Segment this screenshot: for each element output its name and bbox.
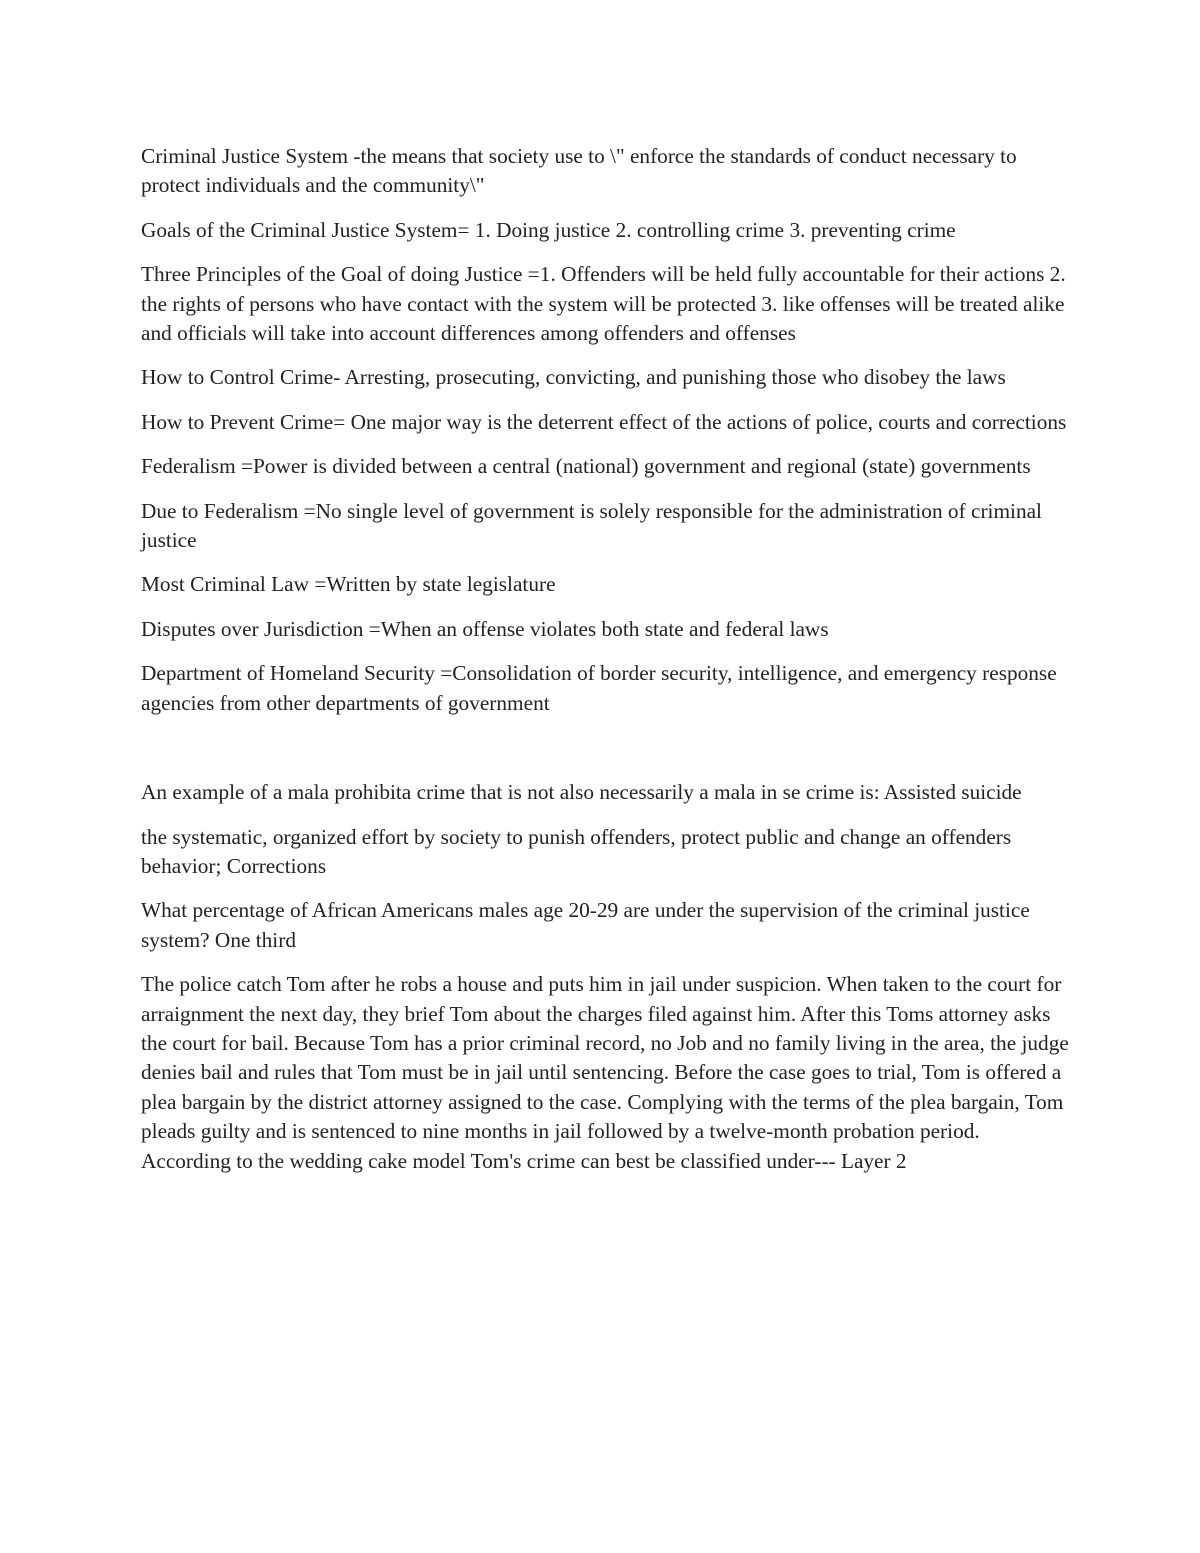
paragraph-mala-prohibita: An example of a mala prohibita crime that is not also necessarily a mala in se crime is: Assisted suicide xyxy=(141,780,1022,805)
paragraph-prevent-crime: How to Prevent Crime= One major way is the deterrent effect of the actions of police, courts and corrections xyxy=(141,409,1067,434)
paragraph-three-principles: Three Principles of the Goal of doing Justice =1. Offenders will be held fully accountable for their actions 2. the rights of persons who have contact with the system will be protected 3. like offenses will be treated alike and officials will take into account differences among offenders and offenses xyxy=(141,262,1066,346)
paragraph-due-to-federalism: Due to Federalism =No single level of government is solely responsible for the administration of criminal justice xyxy=(141,498,1042,553)
paragraph-federalism: Federalism =Power is divided between a central (national) government and regional (state) governments xyxy=(141,454,1031,479)
paragraph-goals: Goals of the Criminal Justice System= 1. Doing justice 2. controlling crime 3. preventing crime xyxy=(141,217,956,242)
paragraph-tom-scenario: The police catch Tom after he robs a house and puts him in jail under suspicion. When taken to the court for arraignment the next day, they brief Tom about the charges filed against him. After this Toms attorney asks the court for bail. Because Tom has a prior criminal record, no Job and no family living in the area, the judge denies bail and rules that Tom must be in jail until sentencing. Before the case goes to trial, Tom is offered a plea bargain by the district attorney assigned to the case. Complying with the terms of the plea bargain, Tom pleads guilty and is sentenced to nine months in jail followed by a twelve-month probation period. According to the wedding cake model Tom's crime can best be classified under--- Layer 2 xyxy=(141,972,1069,1173)
document-page xyxy=(141,142,1071,1191)
paragraph-percentage: What percentage of African Americans males age 20-29 are under the supervision of the criminal justice system? One third xyxy=(141,898,1030,952)
paragraph-homeland-security: Department of Homeland Security =Consolidation of border security, intelligence, and emergency response agencies from other departments of government xyxy=(141,661,1057,715)
paragraph-disputes-jurisdiction: Disputes over Jurisdiction =When an offense violates both state and federal laws xyxy=(141,616,829,641)
section-spacer xyxy=(141,733,1071,778)
paragraph-most-criminal-law: Most Criminal Law =Written by state legislature xyxy=(141,572,556,597)
paragraph-criminal-justice-system: Criminal Justice System -the means that society use to \" enforce the standards of conduct necessary to protect individuals and the community\" xyxy=(141,144,1017,198)
paragraph-control-crime: How to Control Crime- Arresting, prosecuting, convicting, and punishing those who disobey the laws xyxy=(141,365,1006,390)
paragraph-corrections: the systematic, organized effort by society to punish offenders, protect public and change an offenders behavior; Corrections xyxy=(141,824,1012,878)
